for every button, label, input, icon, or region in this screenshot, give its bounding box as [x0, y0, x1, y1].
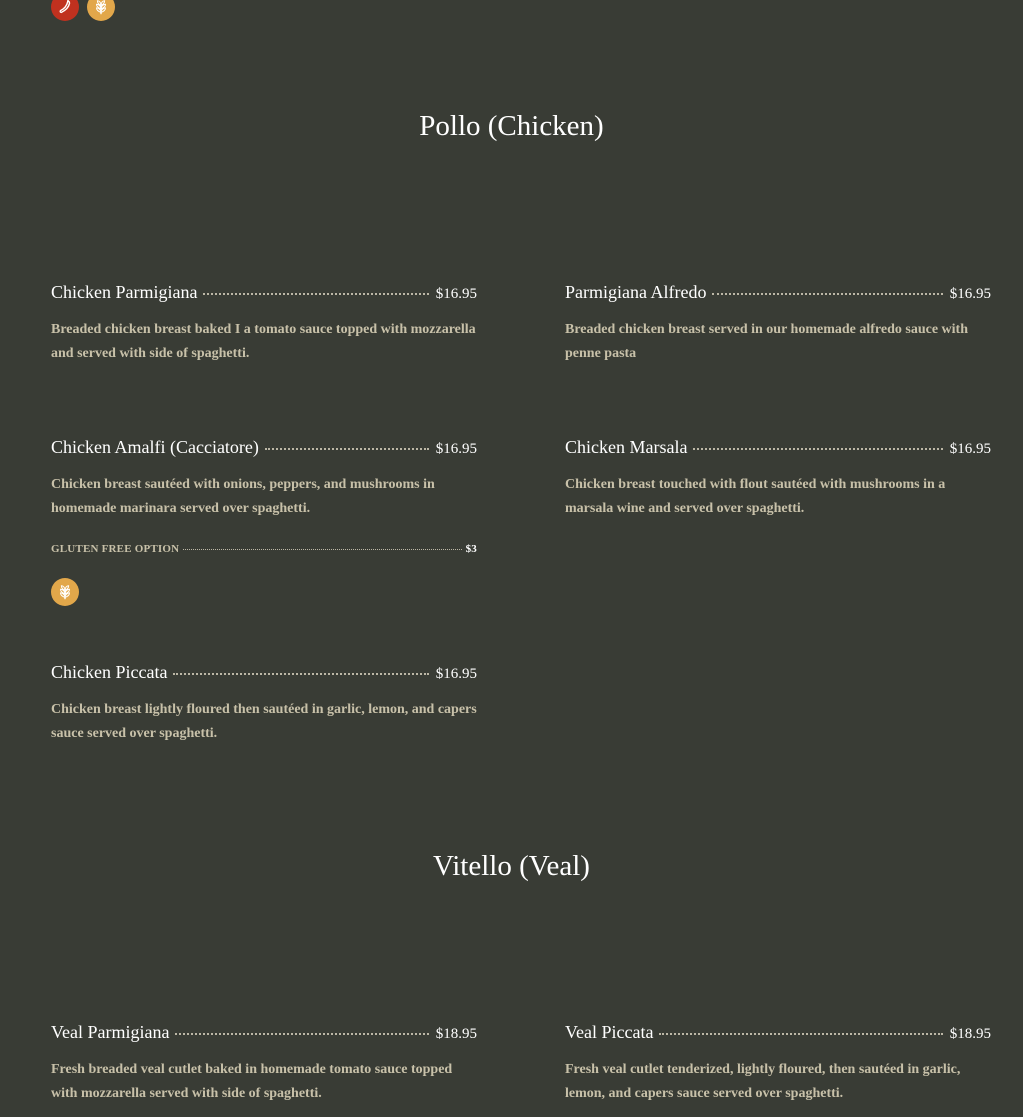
item-description: Breaded chicken breast baked I a tomato sauce topped with mozzarella and served with side of spaghetti. — [51, 322, 476, 361]
item-price: $18.95 — [435, 1026, 477, 1042]
chili-pepper-icon — [51, 0, 79, 21]
menu-item-chicken-amalfi — [51, 437, 477, 521]
item-description: Fresh veal cutlet tenderized, lightly floured, then sautéed in garlic, lemon, and capers sauce served over spaghetti. — [565, 1062, 961, 1101]
wheat-icon — [87, 0, 115, 21]
option-label: GLUTEN FREE OPTION — [51, 543, 180, 555]
dot-leader — [659, 1033, 942, 1035]
dot-leader — [175, 1033, 428, 1035]
item-description: Breaded chicken breast served in our homemade alfredo sauce with penne pasta — [565, 322, 969, 361]
dot-leader — [183, 549, 461, 550]
item-name: Veal Piccata — [565, 1022, 654, 1042]
item-name: Parmigiana Alfredo — [565, 282, 707, 302]
item-price: $16.95 — [435, 286, 477, 302]
menu-item-chicken-parmigiana — [51, 282, 477, 366]
item-name: Chicken Piccata — [51, 662, 168, 682]
dot-leader — [203, 293, 428, 295]
item-price: $18.95 — [949, 1026, 991, 1042]
item-name: Chicken Marsala — [565, 437, 688, 457]
option-price: $3 — [465, 543, 477, 555]
menu-item-chicken-piccata — [51, 662, 477, 746]
section-title-vitello: Vitello (Veal) — [433, 850, 590, 882]
dot-leader — [712, 293, 942, 295]
item-description: Chicken breast lightly floured then sautéed in garlic, lemon, and capers sauce served over spaghetti. — [51, 702, 477, 741]
section-title-pollo: Pollo (Chicken) — [419, 110, 604, 142]
menu-item-chicken-marsala — [565, 437, 991, 521]
item-price: $16.95 — [435, 666, 477, 682]
dot-leader — [173, 673, 428, 675]
item-price: $16.95 — [949, 441, 991, 457]
menu-item-parmigiana-alfredo — [565, 282, 991, 366]
item-description: Chicken breast touched with flout sautéed with mushrooms in a marsala wine and served over spaghetti. — [565, 477, 946, 516]
item-price: $16.95 — [435, 441, 477, 457]
item-description: Fresh breaded veal cutlet baked in homemade tomato sauce topped with mozzarella served with side of spaghetti. — [51, 1062, 453, 1101]
item-price: $16.95 — [949, 286, 991, 302]
menu-item-veal-parmigiana — [51, 1022, 477, 1106]
item-name: Chicken Amalfi (Cacciatore) — [51, 437, 259, 457]
item-name: Veal Parmigiana — [51, 1022, 170, 1042]
gluten-free-option — [51, 543, 477, 555]
item-name: Chicken Parmigiana — [51, 282, 198, 302]
wheat-icon — [51, 578, 79, 606]
menu-item-veal-piccata — [565, 1022, 991, 1106]
dot-leader — [693, 448, 942, 450]
dot-leader — [265, 448, 429, 450]
item-description: Chicken breast sautéed with onions, peppers, and mushrooms in homemade marinara served over spaghetti. — [51, 477, 435, 516]
